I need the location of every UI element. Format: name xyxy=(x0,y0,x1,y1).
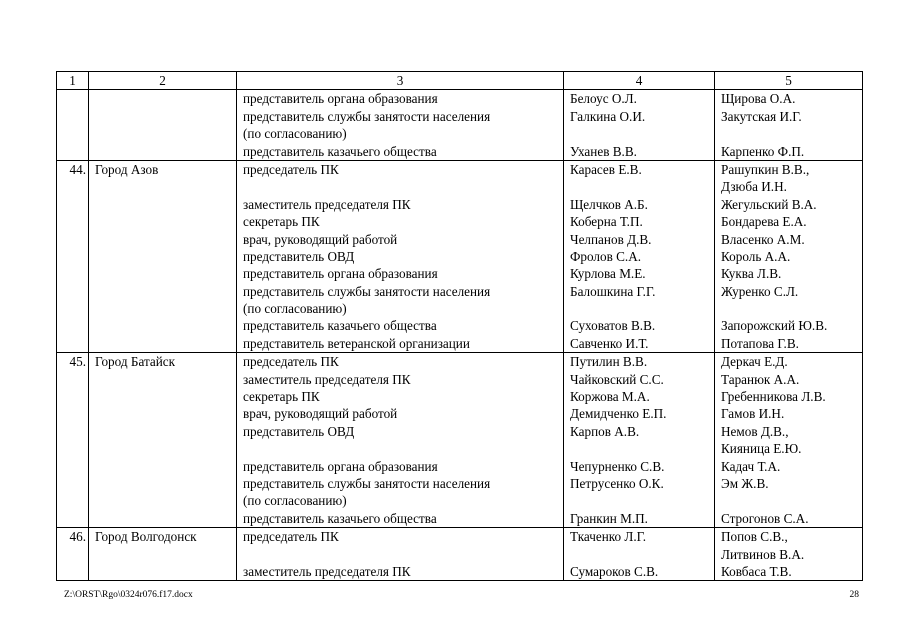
reserve-member-line xyxy=(721,492,856,509)
main-member-line: Путилин В.В. xyxy=(570,354,648,370)
row-number: 46. xyxy=(57,528,89,581)
reserve-member-line: Попов С.В., xyxy=(721,529,788,545)
col-header-2: 2 xyxy=(89,72,237,90)
main-member-line: Суховатов В.В. xyxy=(570,318,656,334)
main-cell xyxy=(564,528,715,581)
roles-cell xyxy=(237,528,564,581)
main-member-line: Карасев Е.В. xyxy=(570,161,642,177)
role-line: (по согласованию) xyxy=(243,301,347,317)
role-line: заместитель председателя ПК xyxy=(243,371,411,387)
reserve-member-line: Бондарева Е.А. xyxy=(721,214,807,230)
reserve-member-line: Литвинов В.А. xyxy=(721,546,805,562)
main-member-line: Балошкина Г.Г. xyxy=(570,283,656,299)
page-number: 28 xyxy=(849,590,859,600)
main-member-line: Сумароков С.В. xyxy=(570,563,659,579)
main-member-line: Ткаченко Л.Г. xyxy=(570,529,647,545)
reserve-member-line: Куква Л.В. xyxy=(721,266,782,282)
role-line: представитель ветеранской организации xyxy=(243,335,470,351)
main-member-line: Щелчков А.Б. xyxy=(570,196,648,212)
reserve-member-line: Гамов И.Н. xyxy=(721,406,785,422)
reserve-member-line: Ковбаса Т.В. xyxy=(721,563,792,579)
role-line: представитель службы занятости населения xyxy=(243,476,491,491)
table-row xyxy=(57,353,863,528)
main-member-line: Курлова М.Е. xyxy=(570,266,646,282)
main-member-line: Савченко И.Т. xyxy=(570,335,649,351)
table-row xyxy=(57,160,863,352)
reserve-cell xyxy=(715,160,863,352)
reserve-member-line: Запорожский Ю.В. xyxy=(721,318,828,334)
role-line: секретарь ПК xyxy=(243,214,320,230)
table-row xyxy=(57,90,863,161)
main-member-line xyxy=(570,300,708,317)
roles-cell xyxy=(237,160,564,352)
reserve-cell xyxy=(715,353,863,528)
roles-cell xyxy=(237,353,564,528)
role-line: представитель службы занятости населения xyxy=(243,108,491,124)
role-line: врач, руководящий работой xyxy=(243,406,398,422)
main-member-line: Фролов С.А. xyxy=(570,248,642,264)
row-number xyxy=(57,90,89,161)
reserve-cell xyxy=(715,528,863,581)
city-name: Город Волгодонск xyxy=(89,528,237,581)
col-header-5: 5 xyxy=(715,72,863,90)
role-line: председатель ПК xyxy=(243,161,339,177)
main-member-line: Галкина О.И. xyxy=(570,108,646,124)
reserve-member-line: Жегульский В.А. xyxy=(721,196,817,212)
role-line xyxy=(243,440,557,457)
main-member-line: Чайковский С.С. xyxy=(570,371,664,387)
main-member-line xyxy=(570,125,708,142)
file-path: Z:\ORST\Rgo\0324r076.f17.docx xyxy=(64,590,193,600)
reserve-member-line: Строгонов С.А. xyxy=(721,510,809,526)
role-line: врач, руководящий работой xyxy=(243,231,398,247)
main-member-line: Уханев В.В. xyxy=(570,143,637,159)
row-number: 45. xyxy=(57,353,89,528)
main-cell xyxy=(564,160,715,352)
reserve-member-line xyxy=(721,125,856,142)
main-cell xyxy=(564,90,715,161)
col-header-3: 3 xyxy=(237,72,564,90)
role-line: представитель ОВД xyxy=(243,423,355,439)
main-member-line: Демидченко Е.П. xyxy=(570,406,667,422)
commission-table xyxy=(56,71,863,581)
role-line: представитель органа образования xyxy=(243,91,438,107)
main-member-line xyxy=(570,178,708,195)
reserve-member-line: Гребенникова Л.В. xyxy=(721,389,826,405)
main-cell xyxy=(564,353,715,528)
role-line: представитель органа образования xyxy=(243,458,438,474)
reserve-member-line: Щирова О.А. xyxy=(721,91,796,107)
reserve-member-line: Король А.А. xyxy=(721,248,791,264)
role-line: представитель казачьего общества xyxy=(243,318,437,334)
role-line xyxy=(243,546,557,563)
reserve-member-line: Дзюба И.Н. xyxy=(721,179,787,195)
reserve-member-line: Кияница Е.Ю. xyxy=(721,441,802,457)
main-member-line: Чепурненко С.В. xyxy=(570,458,665,474)
role-line: председатель ПК xyxy=(243,354,339,370)
role-line: представитель казачьего общества xyxy=(243,143,437,159)
role-line: представитель службы занятости населения xyxy=(243,283,491,299)
role-line xyxy=(243,178,557,195)
reserve-member-line: Деркач Е.Д. xyxy=(721,354,788,370)
main-member-line xyxy=(570,546,708,563)
reserve-member-line: Власенко А.М. xyxy=(721,231,805,247)
row-number: 44. xyxy=(57,160,89,352)
main-member-line: Коржова М.А. xyxy=(570,389,650,405)
reserve-cell xyxy=(715,90,863,161)
col-header-4: 4 xyxy=(564,72,715,90)
role-line: заместитель председателя ПК xyxy=(243,196,411,212)
city-name xyxy=(89,90,237,161)
main-member-line xyxy=(570,440,708,457)
roles-cell xyxy=(237,90,564,161)
reserve-member-line: Потапова Г.В. xyxy=(721,335,799,351)
reserve-member-line: Эм Ж.В. xyxy=(721,476,769,491)
role-line: секретарь ПК xyxy=(243,389,320,405)
main-member-line: Карпов А.В. xyxy=(570,423,640,439)
role-line: заместитель председателя ПК xyxy=(243,563,411,579)
reserve-member-line: Закутская И.Г. xyxy=(721,108,802,124)
col-header-1: 1 xyxy=(57,72,89,90)
role-line: представитель казачьего общества xyxy=(243,510,437,526)
reserve-member-line xyxy=(721,300,856,317)
main-member-line: Коберна Т.П. xyxy=(570,214,643,230)
role-line: (по согласованию) xyxy=(243,126,347,142)
main-member-line: Белоус О.Л. xyxy=(570,91,637,107)
role-line: (по согласованию) xyxy=(243,493,347,509)
reserve-member-line: Журенко С.Л. xyxy=(721,283,799,299)
reserve-member-line: Карпенко Ф.П. xyxy=(721,143,805,159)
role-line: представитель ОВД xyxy=(243,248,355,264)
reserve-member-line: Рашупкин В.В., xyxy=(721,161,810,177)
table-row xyxy=(57,528,863,581)
main-member-line: Гранкин М.П. xyxy=(570,510,648,526)
reserve-member-line: Немов Д.В., xyxy=(721,423,789,439)
reserve-member-line: Кадач Т.А. xyxy=(721,458,781,474)
role-line: представитель органа образования xyxy=(243,266,438,282)
role-line: председатель ПК xyxy=(243,529,339,545)
reserve-member-line: Таранюк А.А. xyxy=(721,371,800,387)
city-name: Город Азов xyxy=(89,160,237,352)
main-member-line: Петрусенко О.К. xyxy=(570,476,664,491)
city-name: Город Батайск xyxy=(89,353,237,528)
main-member-line xyxy=(570,492,708,509)
header-row xyxy=(57,72,863,90)
main-member-line: Челпанов Д.В. xyxy=(570,231,652,247)
